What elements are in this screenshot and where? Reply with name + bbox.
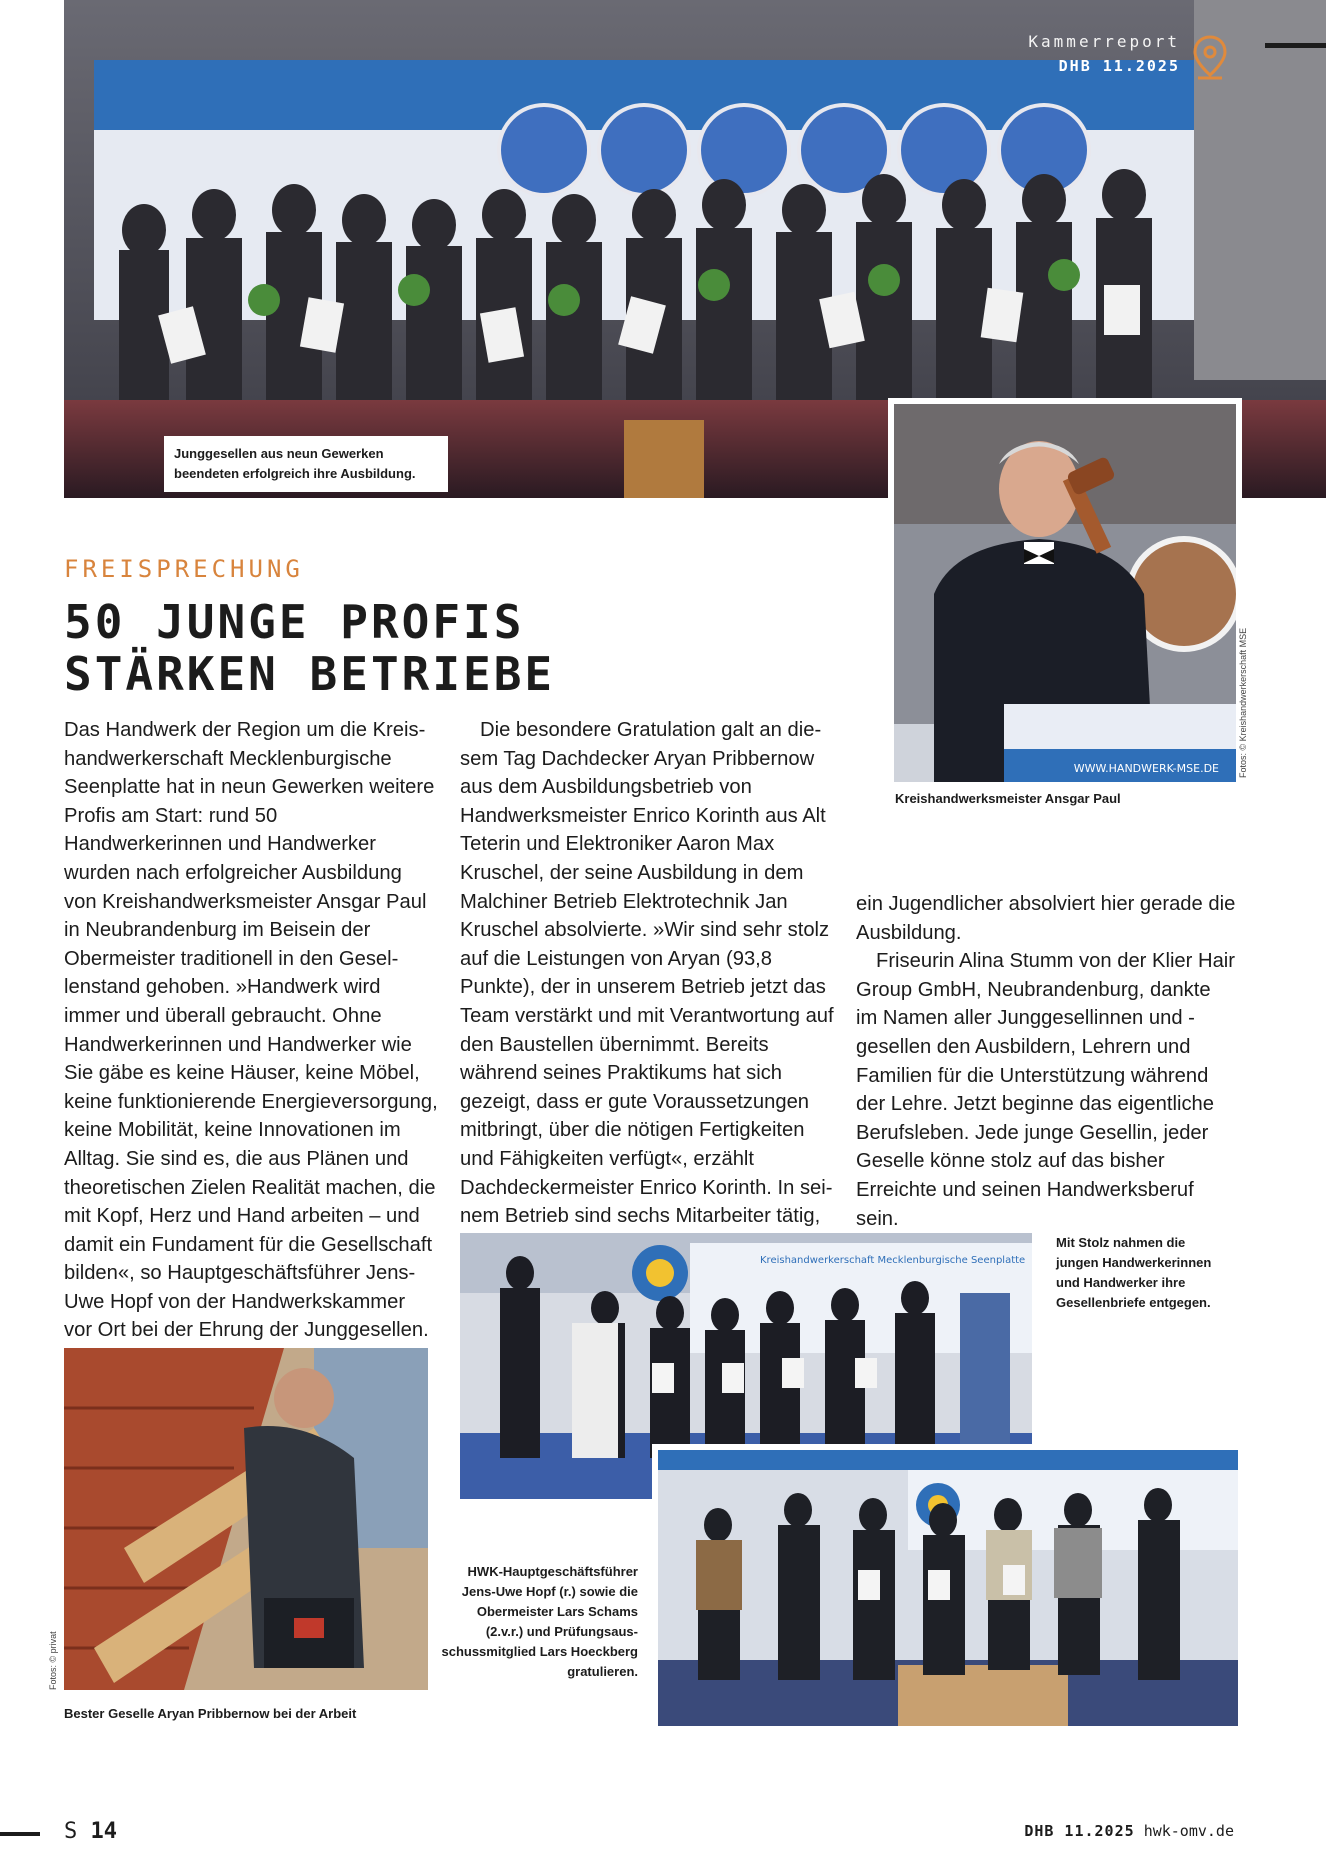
roofer-photo xyxy=(64,1348,428,1690)
footer-issue: DHB 11.2025 xyxy=(1024,1822,1135,1840)
podium-url: WWW.HANDWERK-MSE.DE xyxy=(1073,762,1219,775)
body-column-3-paragraph-1: ein Jugendlicher absolviert hier gerade die Ausbildung. xyxy=(856,893,1236,944)
top-photo-caption: Junggesellen aus neun Gewerken beendeten erfolgreich ihre Ausbildung. xyxy=(174,446,416,481)
title-line-1: 50 JUNGE PROFIS xyxy=(64,595,525,649)
footer-info xyxy=(1024,1822,1234,1840)
group-photo-1-caption: Mit Stolz nahmen die jungen Handwerkerinnen und Handwerker ihre Gesellenbriefe entgegen. xyxy=(1056,1235,1212,1310)
roofer-photo-credit: Fotos: © privat xyxy=(48,1631,58,1690)
article-title xyxy=(64,596,555,700)
group-photo-2-caption: HWK-Hauptgeschäftsführer Jens-Uwe Hopf (r.) sowie die Obermeister Lars Schams (2.v.r.) und Prüfungsausschussmitglied Lars Hoeckberg gratulieren. xyxy=(441,1564,638,1679)
title-line-2: STÄRKEN BETRIEBE xyxy=(64,647,556,701)
issue-label: DHB 11.2025 xyxy=(1058,57,1180,75)
body-column-3-paragraph-2: Friseurin Alina Stumm von der Klier Hair Group GmbH, Neubrandenburg, dankte im Namen aller Junggesellinnen und -gesellen den Ausbildern, Lehrern und Familien für die Unterstützung während der Lehre. Jetzt beginne das eigentliche Berufsleben. Jede junge Gesellin, jeder Geselle könne stolz auf das bisher Erreichte und seinen Handwerksberuf sein. xyxy=(856,950,1236,1230)
portrait-caption: Kreishandwerksmeister Ansgar Paul xyxy=(895,791,1121,806)
body-column-3 xyxy=(856,890,1236,1233)
page-number-prefix: S xyxy=(64,1819,78,1844)
footer-website[interactable]: hwk-omv.de xyxy=(1143,1822,1234,1840)
page-number-value: 14 xyxy=(90,1819,117,1844)
article-kicker: FREISPRECHUNG xyxy=(64,555,304,583)
page-number xyxy=(64,1819,117,1844)
top-photo-caption-box xyxy=(164,436,448,492)
portrait-photo-credit: Fotos: © Kreishandwerkerschaft MSE xyxy=(1238,627,1248,778)
body-column-1: Das Handwerk der Region um die Kreishandwerkerschaft Mecklenburgische Seenplatte hat in neun Gewerken weitere Profis am Start: rund 50 Handwerkerinnen und Handwerker wurden nach erfolgreicher Ausbildung von Kreishandwerksmeister Ansgar Paul in Neubrandenburg im Beisein der Obermeister traditionell in den Gesellenstand gehoben. »Handwerk wird immer und überall gebraucht. Ohne Handwerkerinnen und Handwerker wie Sie gäbe es keine Häuser, keine Möbel, keine funktionierende Energieversorgung, keine Mobilität, keine Innovationen im Alltag. Sie sind es, die aus Plänen und theoretischen Zielen Realität machen, die mit Kopf, Herz und Hand arbeiten – und damit ein Fundament für die Gesellschaft bilden«, so Hauptgeschäftsführer Jens-Uwe Hopf von der Handwerkskammer vor Ort bei der Ehrung der Junggesellen. xyxy=(64,719,438,1342)
footer-rule xyxy=(0,1832,40,1836)
roofer-caption: Bester Geselle Aryan Pribbernow bei der Arbeit xyxy=(64,1706,357,1721)
portrait-photo xyxy=(888,398,1242,788)
banner-text: Kreishandwerkerschaft Mecklenburgische Seenplatte xyxy=(760,1255,1026,1266)
section-label: Kammerreport xyxy=(1028,32,1180,51)
group-photo-2 xyxy=(652,1444,1244,1732)
body-column-2: Die besondere Gratulation galt an diesem Tag Dachdecker Aryan Pribbernow aus dem Ausbildungsbetrieb von Handwerksmeister Enrico Korinth aus Alt Teterin und Elektroniker Aaron Max Kruschel, der seine Ausbildung in dem Malchiner Betrieb Elektrotechnik Jan Kruschel absolvierte. »Wir sind sehr stolz auf die Leistungen von Aryan (93,8 Punkte), der in unserem Betrieb jetzt das Team verstärkt und mit Verantwortung auf den Baustellen übernimmt. Bereits während seines Praktikums hat sich gezeigt, dass er gute Voraussetzungen mitbringt, über die nötigen Fertigkeiten und Fähigkeiten verfügt«, erzählt Dachdeckermeister Enrico Korinth. In seinem Betrieb sind sechs Mitarbeiter tätig, xyxy=(460,719,834,1228)
location-pin-icon xyxy=(1190,34,1230,80)
running-header xyxy=(1028,32,1180,75)
header-rule xyxy=(1265,43,1326,48)
